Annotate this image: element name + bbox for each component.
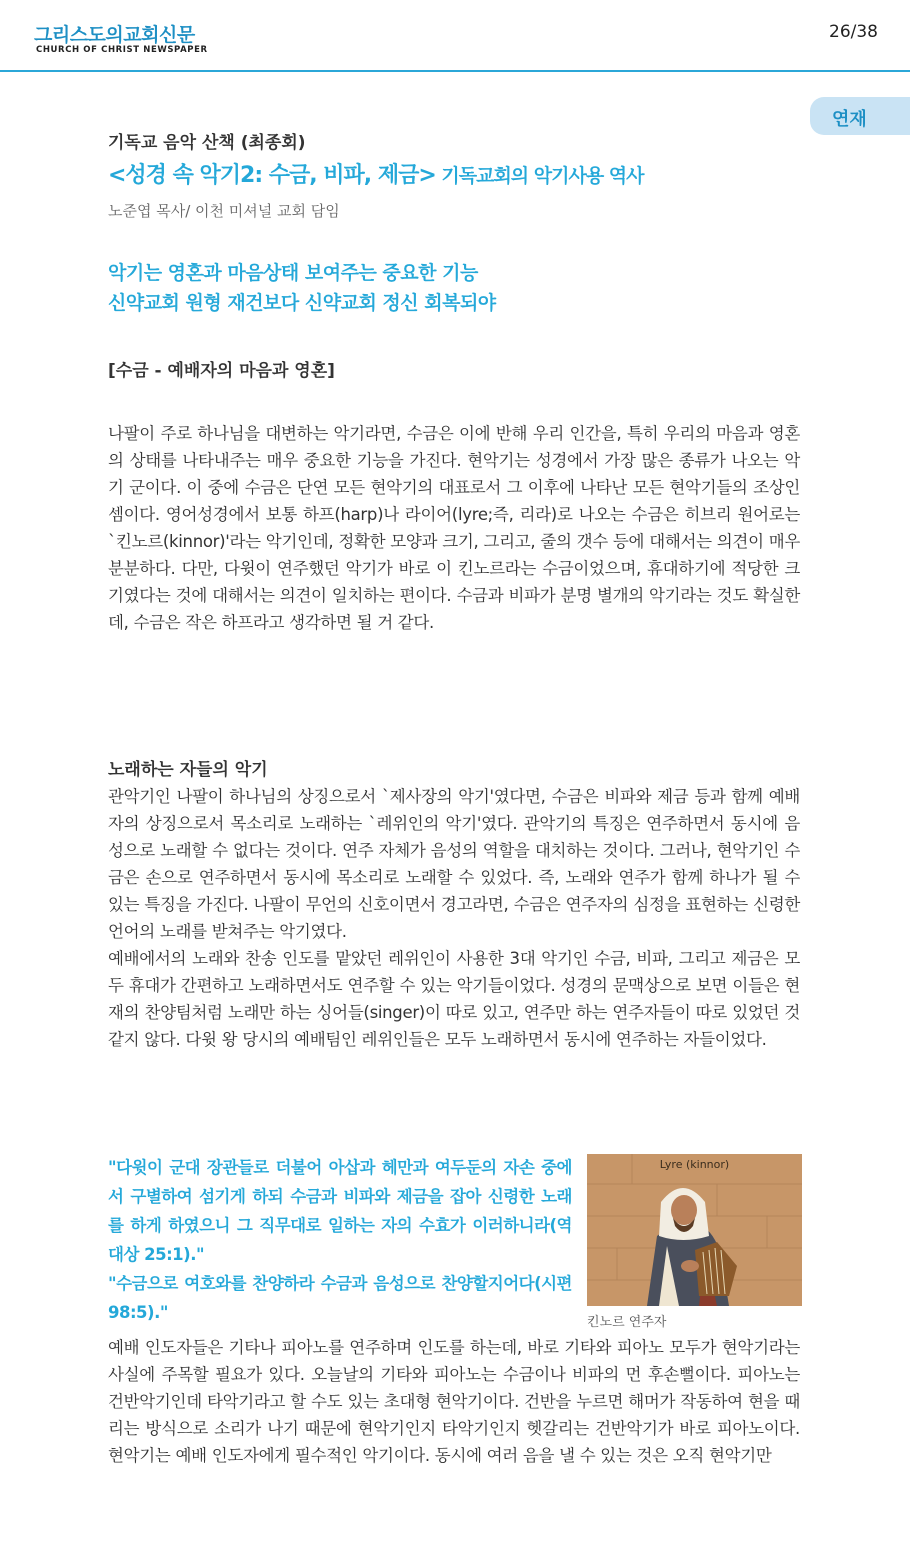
section-tab-label: 연재 [832,109,867,130]
paragraph-3 [108,1334,800,1469]
photo-caption: 킨노르 연주자 [587,1315,667,1330]
paragraph-3-text: 예배 인도자들은 기타나 피아노를 연주하며 인도를 하는데, 바로 기타와 피아노 모두가 현악기라는 사실에 주목할 필요가 있다. 오늘날의 기타와 피아노는 수금이나 비파의 먼 후손뻘이다. 피아노는 건반악기인데 타악기라고 할 수도 있는 초대형 현악기이다. 건반을 누르면 해머가 작동하여 현을 때리는 방식으로 소리가 나기 때문에 현악기인지 타악기인지 헷갈리는 건반악기가 바로 피아노이다. 현악기는 예배 인도자에게 필수적인 악기이다. 동시에 여러 음을 낼 수 있는 것은 오직 현악기만 [108,1338,800,1465]
headline-2: 신약교회 원형 재건보다 신약교회 정신 회복되야 [108,292,496,314]
article-title-sub: 기독교회의 악기사용 역사 [435,165,644,187]
subheading: 노래하는 자들의 악기 [108,760,268,780]
article-author: 노준엽 목사/ 이천 미셔널 교회 담임 [108,202,340,220]
scripture-quote-2: "수금으로 여호와를 찬양하라 수금과 음성으로 찬양할지어다(시편 98:5)." [108,1274,572,1322]
article-title-main: <성경 속 악기2: 수금, 비파, 제금> [108,163,436,188]
page-header [0,0,910,72]
paragraph-1 [108,420,800,636]
scripture-quote-1: "다윗이 군대 장관들로 더불어 아삽과 헤만과 여두둔의 자손 중에서 구별하여 섬기게 하되 수금과 비파와 제금을 잡아 신령한 노래를 하게 하였으니 그 직무대로 일하는 자의 수효가 이러하니라(역대상 25:1)." [108,1158,572,1264]
section-tab [810,97,910,135]
page-number: 26/38 [829,22,878,42]
lyre-player-photo [587,1154,802,1306]
lyre-player-illustration [587,1154,802,1306]
scripture-quote [108,1153,572,1327]
series-title: 기독교 음악 산책 (최종회) [108,133,306,153]
paragraph-1-text: 나팔이 주로 하나님을 대변하는 악기라면, 수금은 이에 반해 우리 인간을, 특히 우리의 마음과 영혼의 상태를 나타내주는 매우 중요한 기능을 가진다. 현악기는 성경에서 가장 많은 종류가 나오는 악기 군이다. 이 중에 수금은 단연 모든 현악기의 대표로서 그 이후에 나타난 모든 현악기들의 조상인 셈이다. 영어성경에서 보통 하프(harp)나 라이어(lyre;즉, 리라)로 나오는 수금은 히브리 원어로는 `킨노르(kinnor)'라는 악기인데, 정확한 모양과 크기, 그리고, 줄의 갯수 등에 대해서는 의견이 매우 분분하다. 다만, 다윗이 연주했던 악기가 바로 이 킨노르라는 수금이었으며, 휴대하기에 적당한 크기였다는 것에 대해서는 의견이 일치하는 편이다. 수금과 비파가 분명 별개의 악기라는 것도 확실한데, 수금은 작은 하프라고 생각하면 될 거 같다. [108,424,800,632]
article-title [108,158,644,189]
paragraph-2 [108,783,800,1053]
newspaper-logo-english: CHURCH OF CHRIST NEWSPAPER [36,45,208,55]
section-heading: [수금 - 예배자의 마음과 영혼] [108,361,335,381]
headline-1: 악기는 영혼과 마음상태 보여주는 중요한 기능 [108,262,478,284]
newspaper-logo: 그리스도의교회신문 [34,24,195,46]
paragraph-2b-text: 예배에서의 노래와 찬송 인도를 맡았던 레위인이 사용한 3대 악기인 수금, 비파, 그리고 제금은 모두 휴대가 간편하고 노래하면서도 연주할 수 있는 악기들이었다. 성경의 문맥상으로 보면 이들은 현재의 찬양팀처럼 노래만 하는 싱어들(singer)이 따로 있고, 연주만 하는 연주자들이 따로 있었던 것 같지 않다. 다윗 왕 당시의 예배팀인 레위인들은 모두 노래하면서 동시에 연주하는 자들이었다. [108,949,800,1049]
paragraph-2a-text: 관악기인 나팔이 하나님의 상징으로서 `제사장의 악기'였다면, 수금은 비파와 제금 등과 함께 예배자의 상징으로서 목소리로 노래하는 `레위인의 악기'였다. 관악기의 특징은 연주하면서 동시에 음성으로 노래할 수 없다는 것이다. 연주 자체가 음성의 역할을 대치하는 것이다. 그러나, 현악기인 수금은 손으로 연주하면서 동시에 목소리로 노래할 수 있었다. 즉, 노래와 연주가 함께 하나가 될 수 있는 특징을 가진다. 나팔이 무언의 신호이면서 경고라면, 수금은 연주자의 심정을 표현하는 신령한 언어의 노래를 받쳐주는 악기였다. [108,787,800,941]
photo-label: Lyre (kinnor) [659,1158,730,1171]
